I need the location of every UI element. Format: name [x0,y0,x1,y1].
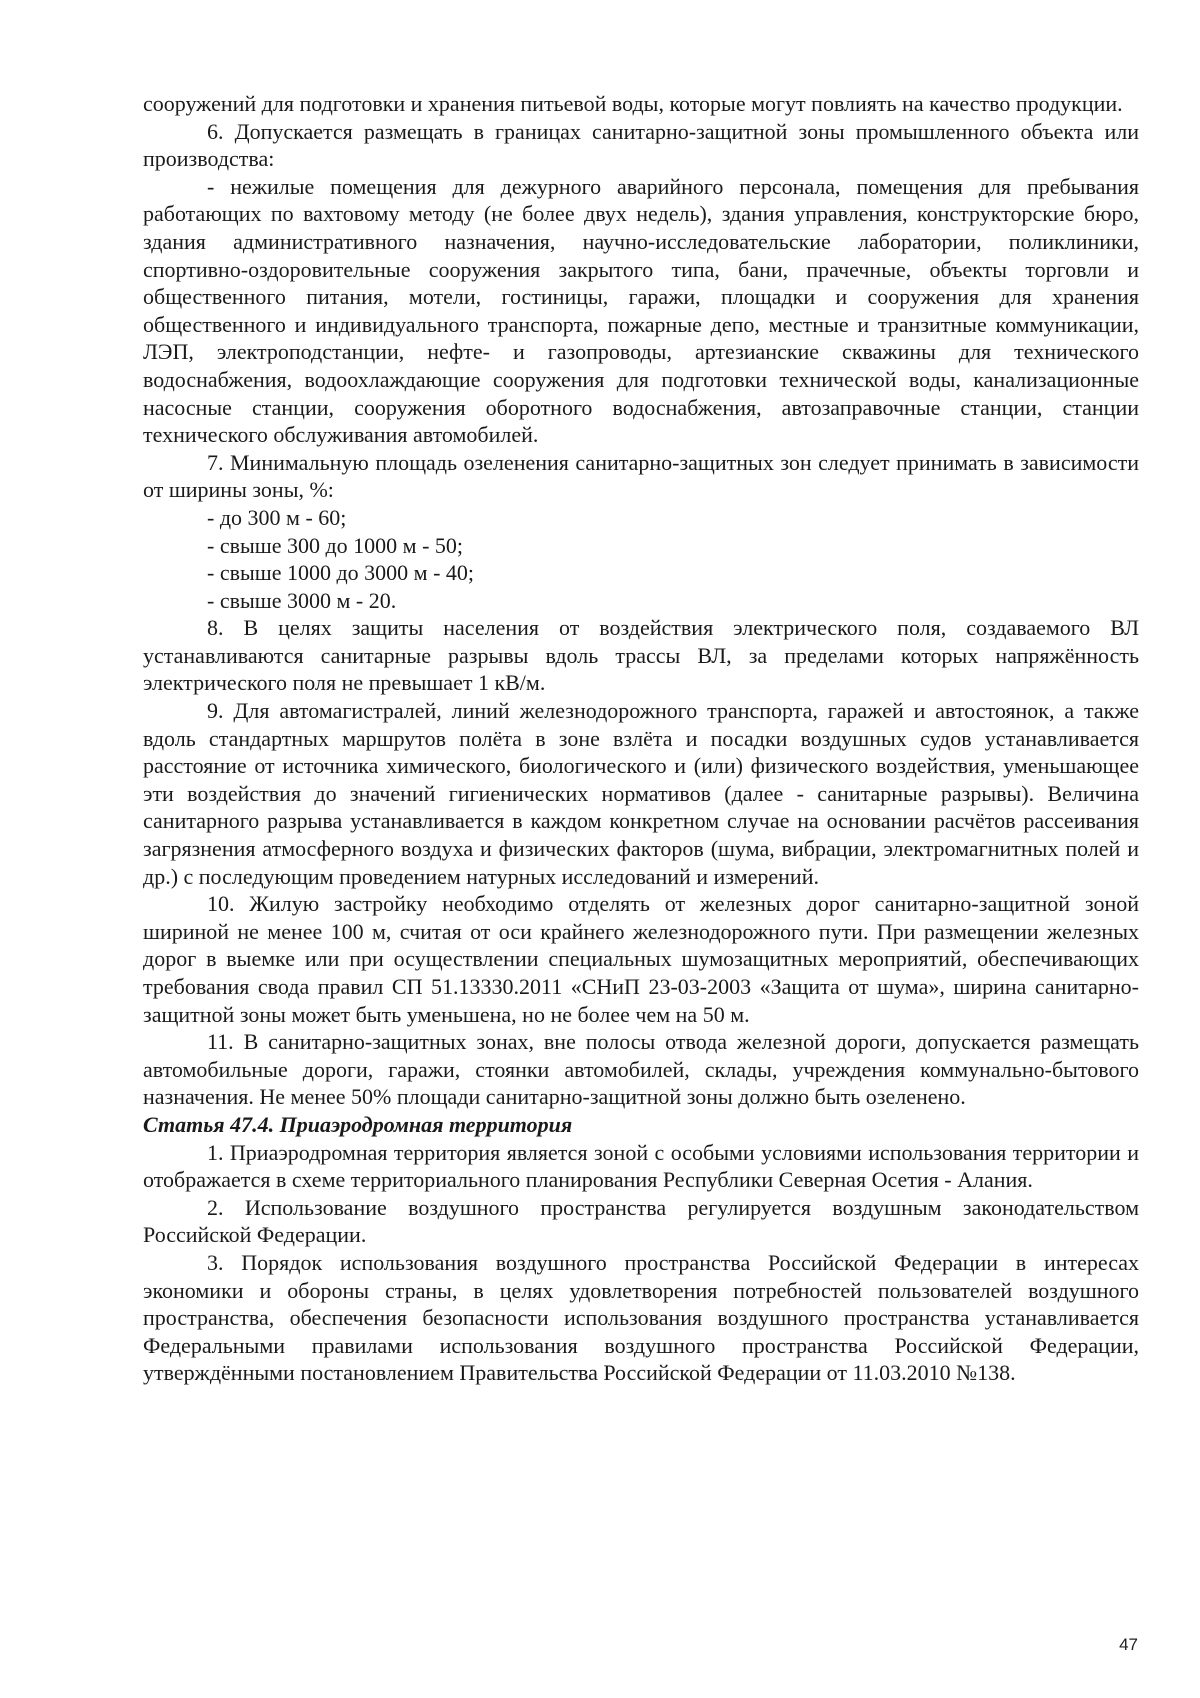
paragraph-continuation: сооружений для подготовки и хранения питьевой воды, которые могут повлиять на качество продукции. [143,91,1123,116]
page-number: 47 [1119,1635,1138,1654]
list-item-up-to-300: - до 300 м - 60; [207,504,347,530]
paragraph-item-10: 10. Жилую застройку необходимо отделять от железных дорог санитарно-защитной зоной шириной не менее 100 м, считая от оси крайнего железнодорожного пути. При размещении железных дорог в выемке или при осуществлении специальных шумозащитных мероприятий, обеспечивающих требования свода правил СП 51.13330.2011 «СНиП 23-03-2003 «Защита от шума», ширина санитарно-защитной зоны может быть уменьшена, но не более чем на 50 м. [143,891,1139,1027]
document-page [143,90,1139,1387]
section-heading-47-4: Статья 47.4. Приаэродромная территория [143,1111,573,1137]
paragraph-item-9: 9. Для автомагистралей, линий железнодорожного транспорта, гаражей и автостоянок, а также вдоль стандартных маршрутов полёта в зоне взлёта и посадки воздушных судов устанавливается расстояние от источника химического, биологического и (или) физического воздействия, уменьшающее эти воздействия до значений гигиенических нормативов (далее - санитарные разрывы). Величина санитарного разрыва устанавливается в каждом конкретном случае на основании расчётов рассеивания загрязнения атмосферного воздуха и физических факторов (шума, вибрации, электромагнитных полей и др.) с последующим проведением натурных исследований и измерений. [143,698,1139,889]
paragraph-airfield-1: 1. Приаэродромная территория является зоной с особыми условиями использования территории и отображается в схеме территориального планирования Республики Северная Осетия - Алания. [143,1139,1139,1193]
paragraph-airfield-3: 3. Порядок использования воздушного пространства Российской Федерации в интересах экономики и обороны страны, в целях удовлетворения потребностей пользователей воздушного пространства, обеспечения безопасности использования воздушного пространства устанавливается Федеральными правилами использования воздушного пространства Российской Федерации, утверждёнными постановлением Правительства Российской Федерации от 11.03.2010 №138. [143,1249,1139,1386]
paragraph-airfield-2: 2. Использование воздушного пространства регулируется воздушным законодательством Российской Федерации. [143,1194,1139,1248]
list-item-over-3000: - свыше 3000 м - 20. [207,587,397,613]
paragraph-item-6: 6. Допускается размещать в границах санитарно-защитной зоны промышленного объекта или производства: [143,118,1139,172]
paragraph-item-11: 11. В санитарно-защитных зонах, вне полосы отвода железной дороги, допускается размещать автомобильные дороги, гаражи, стоянки автомобилей, склады, учреждения коммунально-бытового назначения. Не менее 50% площади санитарно-защитной зоны должно быть озеленено. [143,1029,1139,1110]
paragraph-item-7: 7. Минимальную площадь озеленения санитарно-защитных зон следует принимать в зависимости от ширины зоны, %: [143,449,1139,503]
list-item-300-1000: - свыше 300 до 1000 м - 50; [207,532,464,558]
paragraph-allowed-objects: - нежилые помещения для дежурного аварийного персонала, помещения для пребывания работающих по вахтовому методу (не более двух недель), здания управления, конструкторские бюро, здания административного назначения, научно-исследовательские лаборатории, поликлиники, спортивно-оздоровительные сооружения закрытого типа, бани, прачечные, объекты торговли и общественного питания, мотели, гостиницы, гаражи, площадки и сооружения для хранения общественного и индивидуального транспорта, пожарные депо, местные и транзитные коммуникации, ЛЭП, электроподстанции, нефте- и газопроводы, артезианские скважины для технического водоснабжения, водоохлаждающие сооружения для подготовки технической воды, канализационные насосные станции, сооружения оборотного водоснабжения, автозаправочные станции, станции технического обслуживания автомобилей. [143,173,1139,448]
list-item-1000-3000: - свыше 1000 до 3000 м - 40; [207,560,475,586]
paragraph-item-8: 8. В целях защиты населения от воздействия электрического поля, создаваемого ВЛ устанавливаются санитарные разрывы вдоль трассы ВЛ, за пределами которых напряжённость электрического поля не превышает 1 кВ/м. [143,615,1139,696]
